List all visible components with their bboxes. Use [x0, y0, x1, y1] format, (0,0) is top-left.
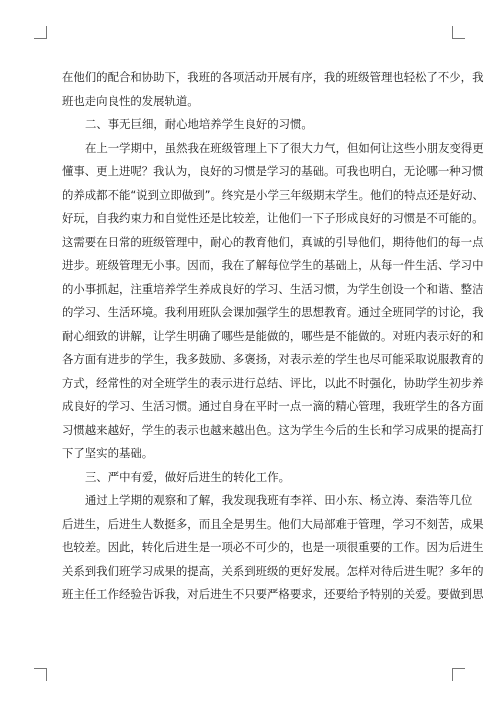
text-line: 耐心细致的讲解，让学生明确了哪些是能做的，哪些是不能做的。对班内表示好的和 — [62, 328, 484, 343]
text-line: 后进生，后进生人数挺多，而且全是男生。他们大局部难于管理，学习不刻苦，成果 — [62, 516, 484, 531]
text-line: 的养成都不能“说到立即做到”。终究是小学三年级期末学生。他们的特点还是好动、 — [62, 187, 484, 202]
text-line: 的小事抓起，注重培养学生养成良好的学习、生活习惯，为学生创设一个和谐、整洁 — [62, 281, 484, 296]
text-line: 成良好的学习、生活习惯。通过自身在平时一点一滴的精心管理，我班学生的各方面 — [62, 399, 484, 413]
crop-mark-bottom-right — [452, 668, 465, 681]
crop-mark-top-left — [34, 26, 47, 39]
text-line: 懂事、更上进呢？我认为，良好的习惯是学习的基础。可我也明白，无论哪一种习惯 — [62, 164, 484, 178]
text-line: 好玩，自我约束力和自觉性还是比较差，让他们一下子形成良好的习惯是不可能的。 — [62, 211, 484, 225]
text-line: 班也走向良性的发展轨道。 — [62, 93, 199, 108]
text-line: 的学习、生活环境。我利用班队会课加强学生的思想教育。通过全班同学的讨论，我 — [62, 305, 484, 319]
text-line: 下了坚实的基础。 — [62, 446, 154, 460]
text-line: 习惯越来越好，学生的表示也越来越出色。这为学生今后的生长和学习成果的提高打 — [62, 422, 484, 437]
text-line: 通过上学期的观察和了解，我发现我班有李祥、田小东、杨立涛、秦浩等几位 — [85, 493, 473, 507]
text-line: 在上一学期中，虽然我在班级管理上下了很大力气，但如何让这些小朋友变得更 — [85, 140, 484, 155]
text-line: 在他们的配合和协助下，我班的各项活动开展有序，我的班级管理也轻松了不少，我 — [62, 70, 484, 84]
text-line: 也较差。因此，转化后进生是一项必不可少的，也是一项很重要的工作。因为后进生 — [62, 540, 484, 554]
crop-mark-top-right — [452, 26, 465, 39]
text-line: 关系到我们班学习成果的提高，关系到班级的更好发展。怎样对待后进生呢？多年的 — [62, 563, 484, 578]
text-line: 进步。班级管理无小事。因而，我在了解每位学生的基础上，从每一件生活、学习中 — [62, 258, 484, 272]
text-line: 方式，经常性的对全班学生的表示进行总结、评比，以此不时强化，协助学生初步养 — [62, 375, 484, 390]
text-line: 这需要在日常的班级管理中，耐心的教育他们，真诚的引导他们，期待他们的每一点 — [62, 234, 484, 249]
document-body — [62, 66, 484, 607]
text-line: 各方面有进步的学生，我多鼓励、多褒扬，对表示差的学生也尽可能采取说服教育的 — [62, 352, 484, 366]
section-heading: 三、严中有爱，做好后进生的转化工作。 — [85, 469, 291, 484]
text-line: 班主任工作经验告诉我，对后进生不只要严格要求，还要给予特别的关爱。要做到思 — [62, 587, 484, 601]
section-heading: 二、事无巨细，耐心地培养学生良好的习惯。 — [85, 117, 313, 131]
crop-mark-bottom-left — [34, 668, 47, 681]
